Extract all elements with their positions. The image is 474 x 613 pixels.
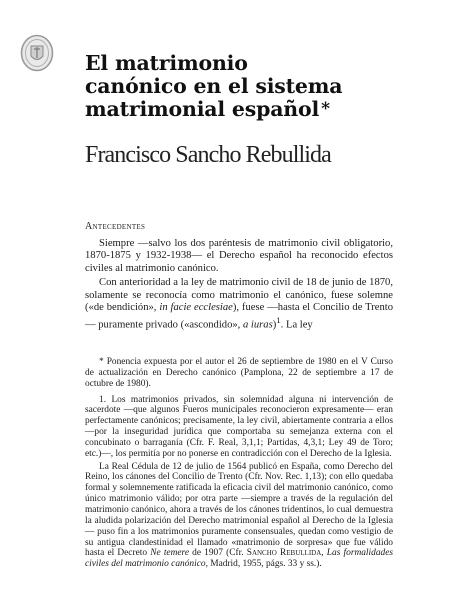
title-line: El matrimonio <box>85 51 248 75</box>
footnote <box>85 462 393 570</box>
body-text <box>85 238 393 334</box>
text-run: La Real Cédula de 12 de julio de 1564 publicó en España, como Derecho del Reino, los cánones del Concilio de Trento (Cfr. Nov. Rec. 1,13); con ello quedaba formal y solemnemente ratificada la eficacia civil del matrimonio canónico, como único matrimonio válido; por otra parte —siempre a través de la regulación del matrimonio canónico, ahora a través de los cánones tridentinos, lo cual demuestra la aludida polarización del Derecho matrimonial español al Derecho de la Iglesia— puso fin a los matrimonios puramente consensuales, quedan como vestigio de su antigua clandestinidad el llamado «matrimonio de sorpresa» que fue válido hasta el Decreto <box>85 461 393 559</box>
paragraph <box>85 277 393 332</box>
section-heading: Antecedentes <box>85 221 146 232</box>
text-run: , Madrid, 1955, págs. 33 y ss.). <box>205 559 322 570</box>
text-run: ) <box>272 319 277 331</box>
text-run: Con anterioridad a la ley de matrimonio civil de 18 de junio de 1870, solamente se reconocía como matrimonio el canónico, fuese solemne («de bendición», <box>85 277 393 314</box>
italic-run: Las formalidades civiles del matrimonio canónico <box>85 548 394 570</box>
text-run: , <box>321 548 327 559</box>
footnotes <box>85 357 393 572</box>
footnote: 1. Los matrimonios privados, sin solemnidad alguna ni intervención de sacerdote —que algunos Fueros municipales reconocieron expresamente— eran perfectamente canónicos; precisamente, la ley civil, abiertamente contraria a ellos —por la inseguridad jurídica que comportaba su semejanza externa con el concubinato o barraganía (Cfr. F. Real, 3,1,1; Partidas, 4,3,1; Ley 49 de Toro; etc.)—, los permitía por no ponerse en contradicción con el Derecho de la Iglesia. <box>85 394 393 459</box>
italic-run: Ne temere <box>150 548 189 559</box>
paragraph: Siempre —salvo los dos paréntesis de matrimonio civil obligatorio, 1870-1875 y 1932-1938— el Derecho español ha reconocido efectos civiles al matrimonio canónico. <box>85 238 393 274</box>
text-run: de 1907 (Cfr. <box>188 548 247 559</box>
italic-run: a iuras <box>242 319 273 331</box>
italic-run: in facie ecclesiae <box>159 302 233 314</box>
author-name: Francisco Sancho Rebullida <box>85 142 331 168</box>
text-run: . La ley <box>280 319 313 331</box>
footnote: * Ponencia expuesta por el autor el 26 de septiembre de 1980 en el V Curso de actualización en Derecho canónico (Pamplona, 22 de septiembre a 17 de octubre de 1980). <box>85 357 393 389</box>
title-line-text: matrimonial español <box>85 97 320 121</box>
title-line <box>85 98 455 121</box>
article-title <box>85 52 455 121</box>
footnote-ref: 1 <box>276 315 281 326</box>
title-footnote-mark: * <box>321 99 330 119</box>
text-run: ), fuese —hasta el Concilio de Trento— puramente privado («ascondido», <box>85 302 393 331</box>
smallcaps-run: Sancho Rebullida <box>246 548 322 559</box>
university-seal-icon <box>20 34 54 72</box>
title-line: canónico en el sistema <box>85 74 343 98</box>
